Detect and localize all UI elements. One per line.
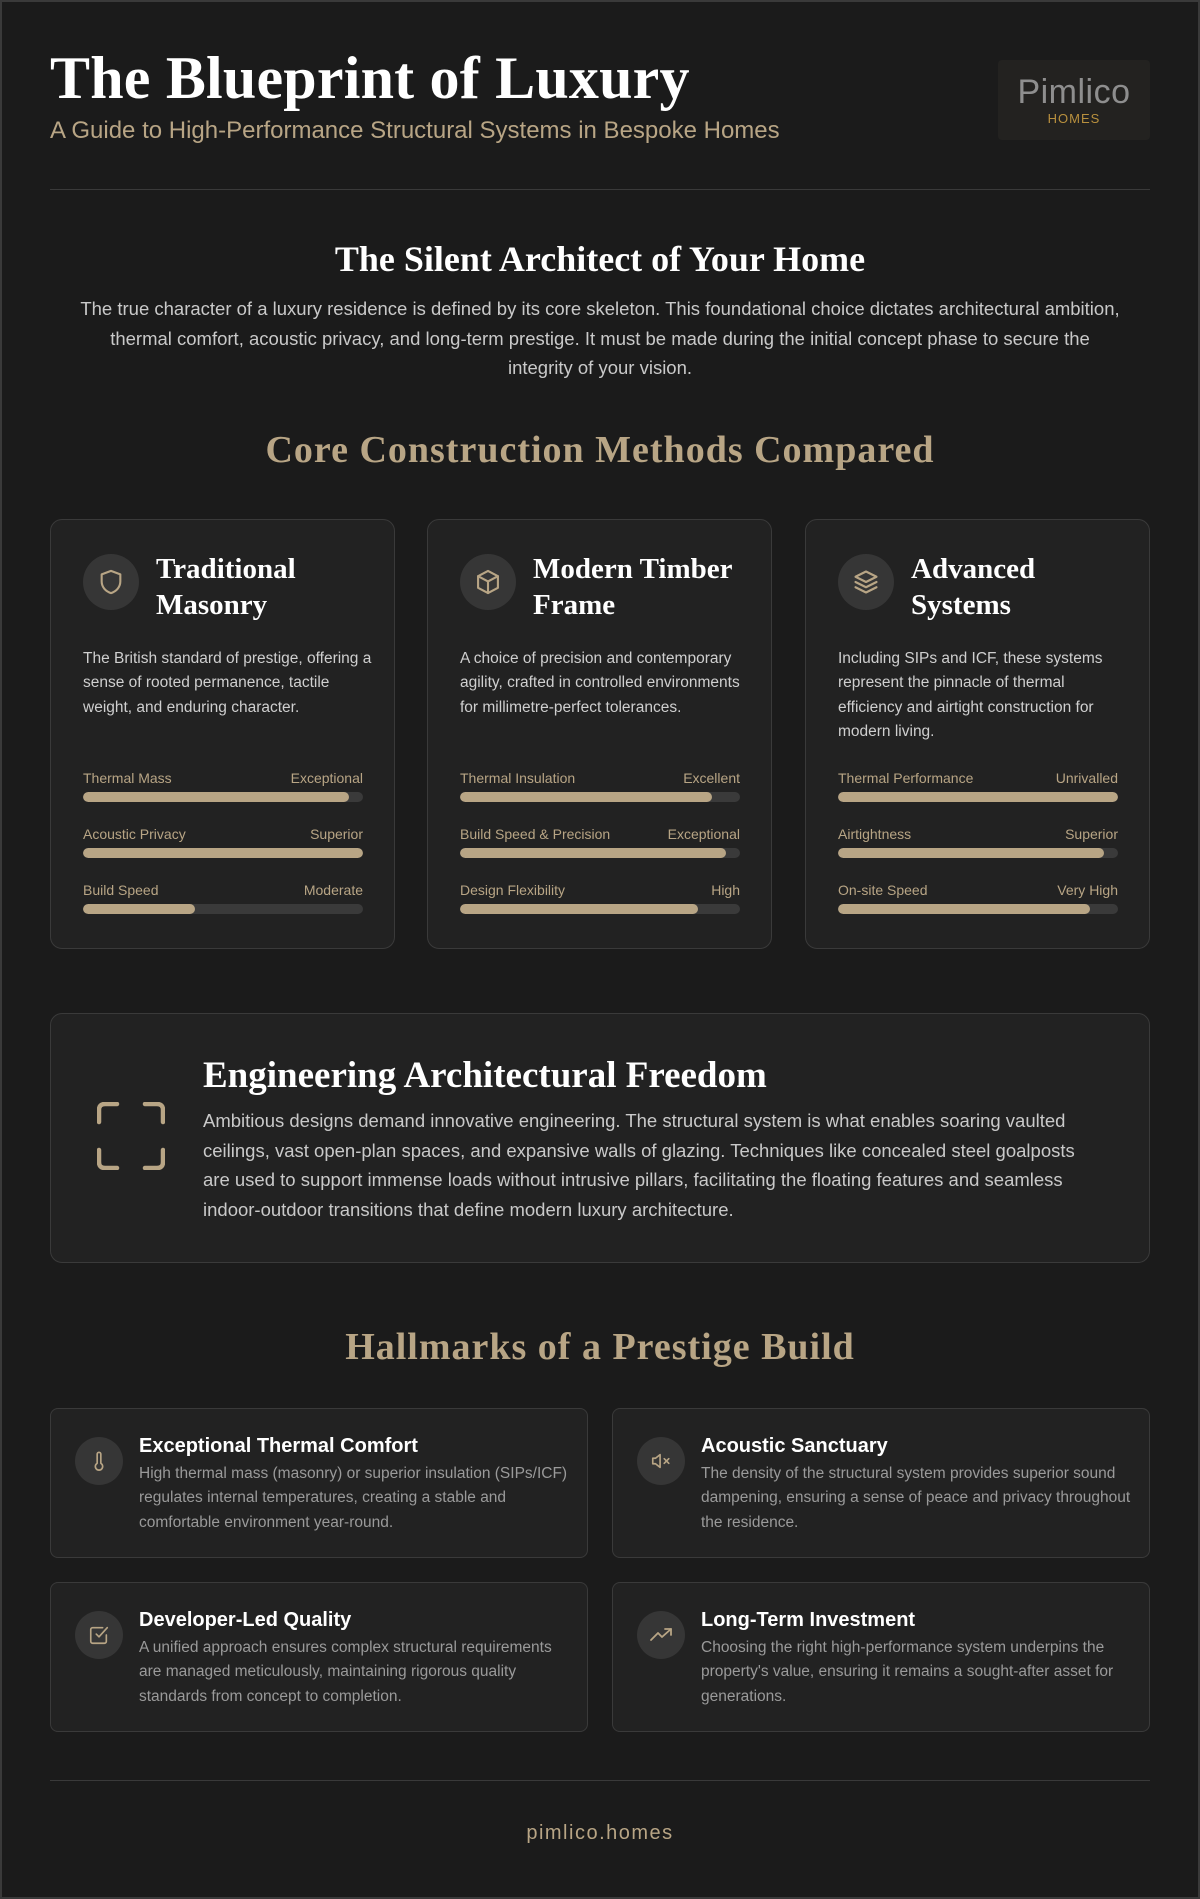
metric-bar <box>460 848 740 858</box>
freedom-panel <box>50 1013 1150 1263</box>
metric-bar-fill <box>83 848 363 858</box>
hallmark-description: A unified approach ensures complex structural requirements are managed meticulously, maintaining rigorous quality standards from concept to completion. <box>139 1639 552 1705</box>
speaker-mute-icon <box>637 1437 685 1485</box>
intro-title: The Silent Architect of Your Home <box>334 239 866 279</box>
metric-build-speed-precision <box>460 826 740 858</box>
metric-bar-fill <box>460 848 726 858</box>
thermometer-icon <box>75 1437 123 1485</box>
card-description: The British standard of prestige, offering a sense of rooted permanence, tactile weight, and enduring character. <box>83 650 372 716</box>
shield-icon <box>83 554 139 610</box>
metric-label: Build Speed <box>83 882 159 898</box>
metric-label: Thermal Mass <box>83 770 172 786</box>
footer-link[interactable]: pimlico.homes <box>526 1822 674 1844</box>
hallmarks-section-title: Hallmarks of a Prestige Build <box>345 1326 855 1368</box>
method-card-timber <box>427 519 772 949</box>
metric-bar <box>838 792 1118 802</box>
metric-rating: Exceptional <box>290 770 363 786</box>
metric-rating: Unrivalled <box>1055 770 1118 786</box>
cube-icon <box>460 554 516 610</box>
metric-bar-fill <box>83 904 195 914</box>
metric-label: Acoustic Privacy <box>83 826 186 842</box>
metric-rating: Very High <box>1057 882 1118 898</box>
trending-up-icon <box>637 1611 685 1659</box>
hallmark-title: Acoustic Sanctuary <box>701 1435 888 1457</box>
card-title: Modern Timber Frame <box>533 553 732 621</box>
metric-label: Design Flexibility <box>460 882 566 898</box>
method-card-masonry <box>50 519 395 949</box>
metric-label: Thermal Insulation <box>460 770 576 786</box>
metric-bar <box>83 792 363 802</box>
card-description: Including SIPs and ICF, these systems represent the pinnacle of thermal efficiency and airtight construction for modern living. <box>838 650 1103 740</box>
card-title: Traditional Masonry <box>156 553 296 621</box>
footer-divider <box>50 1780 1150 1781</box>
logo-subtext: HOMES <box>1047 110 1101 126</box>
frame-corners-icon <box>97 1102 165 1170</box>
hallmark-developer-quality <box>50 1582 588 1732</box>
metric-rating: High <box>711 882 740 898</box>
metric-label: Thermal Performance <box>838 770 974 786</box>
metric-bar <box>838 904 1118 914</box>
metric-airtightness <box>838 826 1118 858</box>
metric-bar-fill <box>460 904 698 914</box>
hallmark-title: Exceptional Thermal Comfort <box>139 1435 418 1457</box>
metric-rating: Superior <box>1065 826 1118 842</box>
metric-rating: Moderate <box>303 882 363 898</box>
metric-onsite-speed <box>838 882 1118 914</box>
metric-thermal-insulation <box>460 770 740 802</box>
metric-design-flexibility <box>460 882 740 914</box>
metric-thermal-mass <box>83 770 363 802</box>
freedom-title: Engineering Architectural Freedom <box>203 1055 767 1096</box>
hallmark-long-term-investment <box>612 1582 1150 1732</box>
card-title: Advanced Systems <box>911 553 1036 621</box>
page-title: The Blueprint of Luxury <box>50 45 690 111</box>
metric-bar <box>460 904 740 914</box>
hallmark-acoustic-sanctuary <box>612 1408 1150 1558</box>
hallmark-title: Long-Term Investment <box>701 1609 916 1631</box>
hallmark-description: The density of the structural system provides superior sound dampening, ensuring a sense of peace and privacy throughout the residence. <box>701 1465 1131 1531</box>
brand-logo <box>998 60 1150 140</box>
page-subtitle: A Guide to High-Performance Structural Systems in Bespoke Homes <box>50 117 780 144</box>
page-content <box>50 0 1150 1844</box>
metric-rating: Exceptional <box>667 826 740 842</box>
metric-acoustic-privacy <box>83 826 363 858</box>
hallmark-thermal-comfort <box>50 1408 588 1558</box>
metric-bar-fill <box>838 904 1090 914</box>
freedom-body: Ambitious designs demand innovative engineering. The structural system is what enables soaring vaulted ceilings, vast open-plan spaces, and expansive walls of glazing. Techniques like concealed steel goalposts are used to support immense loads without intrusive pillars, facilitating the floating features and seamless indoor-outdoor transitions that define modern luxury architecture. <box>203 1110 1075 1220</box>
card-description: A choice of precision and contemporary agility, crafted in controlled environments for millimetre-perfect tolerances. <box>460 650 740 716</box>
header <box>50 0 1150 190</box>
hallmark-description: High thermal mass (masonry) or superior insulation (SIPs/ICF) regulates internal temperatures, creating a stable and comfortable environment year-round. <box>139 1465 568 1531</box>
metric-bar <box>460 792 740 802</box>
metric-bar <box>838 848 1118 858</box>
metric-rating: Excellent <box>683 770 740 786</box>
metric-build-speed <box>83 882 363 914</box>
method-card-advanced <box>805 519 1150 949</box>
intro-body: The true character of a luxury residence is defined by its core skeleton. This foundational choice dictates architectural ambition, thermal comfort, acoustic privacy, and long-term prestige. It must be made during the initial concept phase to secure the integrity of your vision. <box>80 298 1120 378</box>
layers-icon <box>838 554 894 610</box>
metric-bar <box>83 904 363 914</box>
metric-bar <box>83 848 363 858</box>
logo-wordmark: Pimlico <box>1017 72 1131 111</box>
metric-label: On-site Speed <box>838 882 928 898</box>
metric-thermal-performance <box>838 770 1118 802</box>
metric-label: Build Speed & Precision <box>460 826 611 842</box>
metric-bar-fill <box>838 792 1118 802</box>
metric-bar-fill <box>460 792 712 802</box>
methods-section-title: Core Construction Methods Compared <box>265 429 935 471</box>
metric-rating: Superior <box>310 826 363 842</box>
hallmark-title: Developer-Led Quality <box>139 1609 352 1631</box>
metric-bar-fill <box>83 792 349 802</box>
hallmark-description: Choosing the right high-performance system underpins the property's value, ensuring it remains a sought-after asset for generations. <box>701 1639 1114 1705</box>
check-square-icon <box>75 1611 123 1659</box>
metric-label: Airtightness <box>838 826 912 842</box>
metric-bar-fill <box>838 848 1104 858</box>
